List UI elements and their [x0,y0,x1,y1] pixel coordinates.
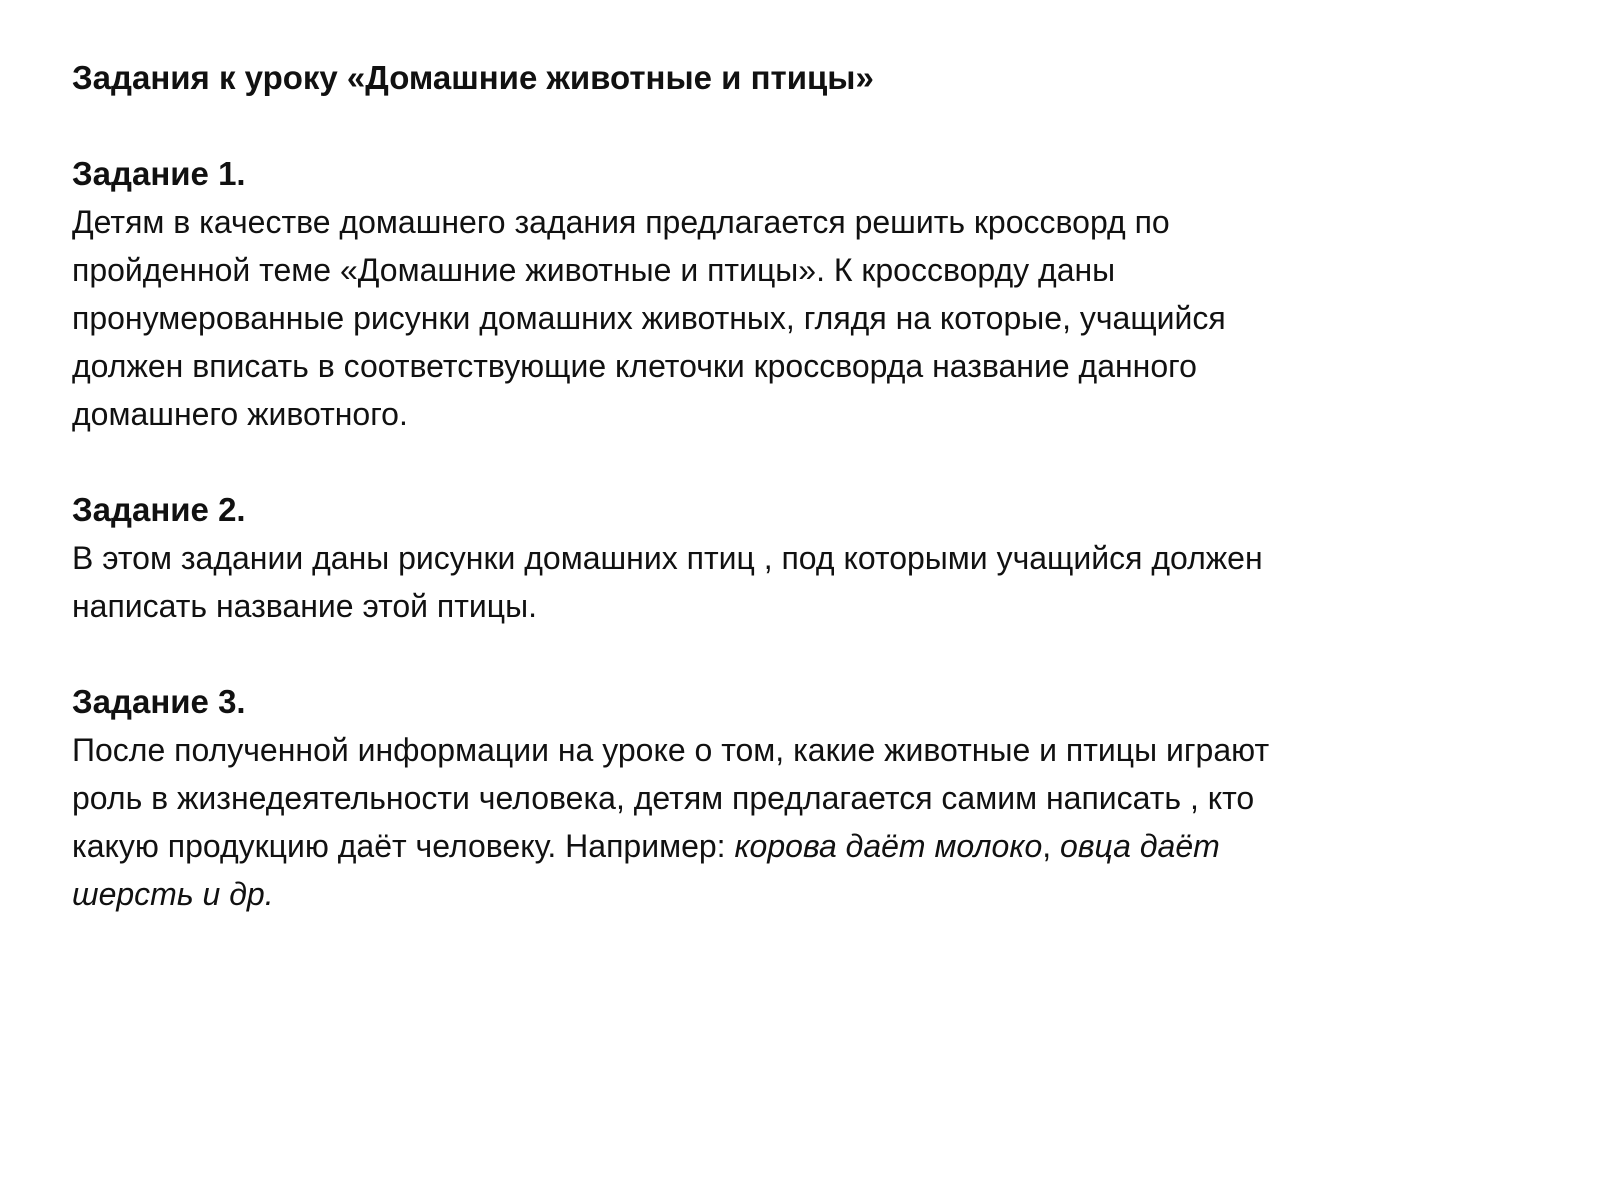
task-2-line: В этом задании даны рисунки домашних птиц , под которыми учащийся должен [72,540,1263,576]
task-1 [72,150,1542,438]
task-3-heading: Задание 3. [72,683,246,720]
task-3-line: После полученной информации на уроке о том, какие животные и птицы играют [72,732,1270,768]
task-1-line: домашнего животного. [72,396,408,432]
task-2-line: написать название этой птицы. [72,588,537,624]
task-1-heading: Задание 1. [72,155,246,192]
task-1-line: пройденной теме «Домашние животные и птицы». К кроссворду даны [72,252,1116,288]
task-1-line: должен вписать в соответствующие клеточки кроссворда название данного [72,348,1197,384]
task-2 [72,486,1542,630]
example-separator: , [1042,828,1061,864]
task-3-line-text: какую продукцию даёт человеку. Например: [72,828,735,864]
document-content [72,54,1542,918]
task-3-line-with-example [72,822,1542,870]
task-3 [72,678,1542,918]
task-2-heading: Задание 2. [72,491,246,528]
example-continuation: шерсть и др. [72,876,274,912]
task-3-line: роль в жизнедеятельности человека, детям предлагается самим написать , кто [72,780,1255,816]
task-1-line: пронумерованные рисунки домашних животных, глядя на которые, учащийся [72,300,1226,336]
document-title: Задания к уроку «Домашние животные и птицы» [72,59,874,96]
example-sheep-wool: овца даёт [1060,828,1220,864]
task-1-line: Детям в качестве домашнего задания предлагается решить кроссворд по [72,204,1170,240]
example-cow-milk: корова даёт молоко [734,828,1043,864]
